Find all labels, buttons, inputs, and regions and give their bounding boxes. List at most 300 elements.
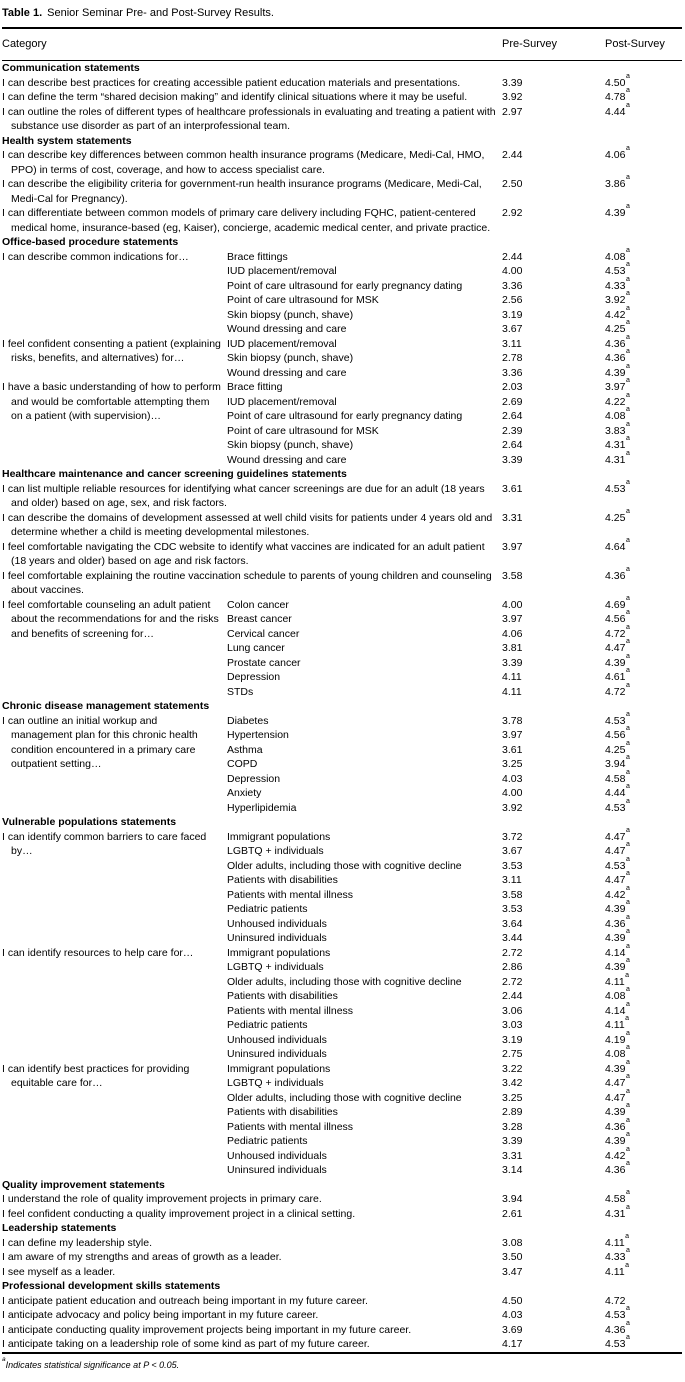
significance-marker: a (625, 377, 630, 384)
significance-marker: a (625, 406, 630, 413)
item-label: Patients with mental illness (227, 1120, 354, 1133)
pre-survey-value: 2.72 (502, 946, 523, 959)
statement: I am aware of my strengths and areas of growth as a leader. (2, 1251, 282, 1263)
item-label: Uninsured individuals (227, 932, 327, 944)
post-survey-value: 4.39$^a$ (605, 652, 630, 669)
statement: I feel comfortable navigating the CDC website to identify what vaccines are indicated for an adult patient (18 years and older) based on age and risk factors. (2, 540, 485, 567)
table-row (227, 1058, 682, 1077)
table-row (227, 319, 682, 337)
post-survey-value: 4.72$^a$ (605, 681, 630, 698)
table-row (227, 1073, 682, 1091)
pre-survey-value: 3.97 (502, 613, 523, 625)
significance-marker: a (625, 145, 630, 152)
table-row (227, 594, 682, 613)
table-row (227, 652, 682, 671)
table-row (227, 942, 682, 961)
significance-marker: a (625, 101, 630, 109)
post-survey-value: 3.94$^a$ (605, 754, 630, 770)
pre-survey-value: 3.92 (502, 801, 523, 814)
table-row (227, 710, 682, 729)
pre-survey-value: 3.22 (502, 1062, 523, 1075)
table-row (227, 826, 682, 845)
footnote-marker: a (2, 1356, 6, 1363)
pre-survey-value: 3.31 (502, 1149, 523, 1162)
statement: I anticipate conducting quality improvement projects being important in my future career. (2, 1323, 412, 1336)
significance-marker: a (625, 986, 630, 993)
significance-marker: a (625, 971, 630, 979)
table-row (2, 1247, 682, 1265)
post-survey-value: 4.42$^a$ (605, 304, 630, 321)
significance-marker: a (625, 1131, 630, 1138)
pre-survey-value: 2.86 (502, 961, 523, 973)
table-row (2, 565, 682, 598)
statement: I can differentiate between common models of primary care delivery including FQHC, patient-centered medical home, insurance-based (eg, Kaiser), concierge, academic medical center, and private practice. (2, 207, 491, 234)
statement: I anticipate taking on a leadership role of some kind as part of my future career. (2, 1338, 370, 1350)
item-label: Hypertension (227, 729, 289, 741)
table-row (2, 174, 682, 206)
table-row (227, 725, 682, 743)
significance-marker: a (625, 739, 630, 747)
pre-survey-value: 4.03 (502, 1309, 523, 1321)
group-items (227, 826, 682, 946)
table-row (227, 754, 682, 772)
statement-group-row (2, 377, 682, 467)
table-row (227, 1000, 682, 1019)
table-row (227, 739, 682, 758)
pre-survey-value: 3.58 (502, 888, 523, 901)
item-label: Point of care ultrasound for MSK (227, 424, 379, 437)
table-row (227, 841, 682, 859)
item-label: Colon cancer (227, 598, 289, 611)
table-body (2, 61, 682, 1352)
table-row (227, 768, 682, 787)
group-items (227, 377, 682, 467)
post-survey-value: 4.64$^a$ (605, 536, 630, 553)
post-survey-value: 4.36$^a$ (605, 1160, 630, 1176)
statement: I can outline the roles of different types of healthcare professionals in evaluating and treating a patient with substance use disorder as part of an interprofessional team. (2, 105, 496, 132)
significance-marker: a (625, 928, 630, 935)
item-label: Point of care ultrasound for early pregnancy dating (227, 410, 463, 422)
table-row (2, 1319, 682, 1338)
post-survey-value: 4.47$^a$ (605, 870, 630, 886)
pre-survey-value: 4.00 (502, 265, 523, 277)
pre-survey-value: 3.19 (502, 1033, 523, 1046)
post-survey-value: 4.58$^a$ (605, 1189, 630, 1205)
significance-marker: a (625, 261, 630, 268)
significance-marker: a (625, 870, 630, 877)
post-survey-value: 4.69$^a$ (605, 594, 630, 611)
post-survey-value: 3.97$^a$ (605, 377, 630, 393)
pre-survey-value: 3.58 (502, 569, 523, 582)
table-row (227, 1015, 682, 1033)
table-row (2, 101, 682, 134)
item-label: Patients with disabilities (227, 874, 338, 886)
post-survey-value: 4.78$^a$ (605, 87, 630, 103)
post-survey-value: 4.25$^a$ (605, 739, 630, 756)
pre-survey-value: 3.25 (502, 758, 523, 770)
table-row (227, 275, 682, 294)
significance-marker: a (625, 1015, 630, 1022)
table-row (227, 1145, 682, 1164)
significance-marker: a (625, 710, 630, 718)
pre-survey-value: 3.28 (502, 1120, 523, 1133)
table-row (227, 420, 682, 439)
footnote (2, 1354, 682, 1382)
significance-marker: a (625, 420, 630, 428)
significance-marker: a (625, 855, 630, 863)
item-label: Skin biopsy (punch, shave) (227, 352, 354, 364)
post-survey-value: 4.08$^a$ (605, 1044, 630, 1060)
post-survey-value: 3.86$^a$ (605, 174, 630, 190)
pre-survey-value: 2.39 (502, 424, 523, 437)
pre-survey-value: 3.47 (502, 1265, 523, 1278)
table-row (2, 536, 682, 569)
item-label: Immigrant populations (227, 1062, 331, 1075)
pre-survey-value: 3.11 (502, 874, 522, 886)
post-survey-value: 4.56$^a$ (605, 609, 630, 625)
pre-survey-value: 2.64 (502, 439, 523, 451)
item-label: COPD (227, 758, 258, 770)
significance-marker: a (625, 1087, 630, 1095)
pre-survey-value: 3.39 (502, 76, 523, 89)
section-header: Health system statements (2, 134, 132, 147)
significance-marker: a (625, 667, 630, 674)
significance-marker: a (625, 594, 630, 602)
significance-marker: a (625, 957, 630, 964)
pre-survey-value: 2.64 (502, 410, 523, 422)
pre-survey-value: 3.06 (502, 1004, 523, 1017)
pre-survey-value: 3.67 (502, 323, 523, 335)
pre-survey-value: 3.53 (502, 903, 523, 915)
post-survey-value: 4.36$^a$ (605, 1116, 630, 1133)
group-items (227, 333, 682, 381)
statement: I can list multiple reliable resources for identifying what cancer screenings are due for an adult (18 years and older) based on age, sex, and risk factors. (2, 482, 485, 509)
pre-survey-value: 3.67 (502, 845, 523, 857)
column-header-category: Category (2, 37, 47, 50)
post-survey-value: 4.11$^a$ (605, 971, 630, 988)
group-statement: I can describe common indications for… (2, 250, 189, 263)
pre-survey-value: 2.92 (502, 207, 523, 219)
post-survey-value: 4.53$^a$ (605, 261, 630, 277)
significance-marker: a (625, 478, 630, 486)
post-survey-value: 4.06$^a$ (605, 145, 630, 161)
table-row (227, 870, 682, 888)
significance-marker: a (625, 1189, 630, 1196)
post-survey-value: 4.11$^a$ (605, 1232, 630, 1249)
post-survey-value: 4.22$^a$ (605, 391, 630, 408)
post-survey-value: 3.92$^a$ (605, 290, 630, 306)
pre-survey-value: 4.17 (502, 1338, 523, 1350)
group-statement: I can identify best practices for providing equitable care for… (2, 1062, 190, 1089)
post-survey-value: 4.39$^a$ (605, 1131, 630, 1147)
significance-marker: a (625, 1058, 630, 1066)
pre-survey-value: 3.61 (502, 743, 523, 756)
pre-survey-value: 3.97 (502, 540, 523, 553)
post-survey-value: 4.11$^a$ (605, 1015, 630, 1031)
table-row (227, 913, 682, 932)
post-survey-value: 4.36$^a$ (605, 1319, 630, 1336)
pre-survey-value: 4.11 (502, 671, 522, 683)
post-survey-value: 4.39$^a$ (605, 928, 630, 944)
table-row (227, 304, 682, 323)
post-survey-value: 4.25$^a$ (605, 319, 630, 335)
pre-survey-value: 3.97 (502, 729, 523, 741)
pre-survey-value: 4.03 (502, 772, 523, 785)
post-survey-value: 4.39$^a$ (605, 1102, 630, 1118)
table-row (227, 449, 682, 468)
group-statement: I can outline an initial workup and management plan for this chronic health condition encountered in a primary care outpatient setting… (2, 714, 198, 770)
pre-survey-value: 3.14 (502, 1164, 523, 1176)
significance-marker: a (625, 1000, 630, 1008)
item-label: Brace fitting (227, 381, 283, 393)
significance-marker: a (625, 1247, 630, 1254)
table-row (2, 1232, 682, 1251)
table-row (227, 1087, 682, 1106)
pre-survey-value: 2.75 (502, 1048, 523, 1060)
column-header-pre-survey: Pre-Survey (502, 37, 558, 50)
item-label: Older adults, including those with cognitive decline (227, 975, 462, 988)
table-row (227, 1044, 682, 1062)
item-label: Asthma (227, 743, 263, 756)
significance-marker: a (625, 913, 630, 921)
pre-survey-value: 4.06 (502, 627, 523, 640)
significance-marker: a (625, 435, 630, 442)
significance-marker: a (625, 652, 630, 660)
statement: I see myself as a leader. (2, 1265, 116, 1278)
post-survey-value: 3.83$^a$ (605, 420, 630, 437)
table-row (227, 377, 682, 395)
significance-marker: a (625, 246, 630, 254)
table-row (227, 1116, 682, 1135)
pre-survey-value: 3.19 (502, 308, 523, 321)
pre-survey-value: 3.50 (502, 1251, 523, 1263)
significance-marker: a (625, 1334, 630, 1341)
significance-marker: a (625, 942, 630, 950)
post-survey-value: 4.53$^a$ (605, 710, 630, 727)
pre-survey-value: 2.89 (502, 1106, 523, 1118)
section-header: Vulnerable populations statements (2, 816, 177, 828)
item-label: Wound dressing and care (227, 323, 347, 335)
item-label: Patients with mental illness (227, 1004, 354, 1017)
post-survey-value: 4.58$^a$ (605, 768, 630, 785)
significance-marker: a (625, 1044, 630, 1051)
post-survey-value: 4.47$^a$ (605, 1087, 630, 1104)
statement-group-row (2, 826, 682, 946)
significance-marker: a (625, 348, 630, 355)
pre-survey-value: 2.61 (502, 1207, 523, 1220)
statement: I understand the role of quality improvement projects in primary care. (2, 1193, 322, 1205)
section-header: Quality improvement statements (2, 1178, 165, 1191)
post-survey-value: 4.11$^a$ (605, 1261, 630, 1278)
post-survey-value: 4.44$^a$ (605, 101, 630, 118)
group-items (227, 1058, 682, 1178)
item-label: Unhoused individuals (227, 1149, 327, 1162)
statement: I can describe key differences between common health insurance programs (Medicare, Medi-Cal, HMO, PPO) in terms of cost, coverage, and how to access specialist care. (2, 149, 485, 176)
item-label: Pediatric patients (227, 1019, 308, 1031)
significance-marker: a (625, 681, 630, 689)
significance-marker: a (625, 783, 630, 790)
pre-survey-value: 3.72 (502, 830, 523, 843)
table-row (227, 362, 682, 381)
item-label: Depression (227, 671, 281, 683)
significance-marker: a (625, 638, 630, 645)
table-number: Table 1. (2, 7, 43, 19)
post-survey-value: 4.72 (605, 1294, 626, 1307)
item-label: Diabetes (227, 714, 269, 727)
significance-marker: a (625, 623, 630, 631)
significance-marker: a (625, 565, 630, 573)
item-label: Point of care ultrasound for early pregnancy dating (227, 279, 463, 292)
significance-marker: a (625, 1261, 630, 1269)
pre-survey-value: 2.03 (502, 381, 523, 393)
item-label: Prostate cancer (227, 656, 301, 669)
table-row (227, 884, 682, 903)
section-header: Office-based procedure statements (2, 236, 179, 248)
post-survey-value: 4.53$^a$ (605, 1334, 630, 1350)
post-survey-value: 4.72$^a$ (605, 623, 630, 640)
pre-survey-value: 2.44 (502, 250, 523, 263)
significance-marker: a (625, 174, 630, 181)
significance-marker: a (625, 899, 630, 906)
table-row (227, 406, 682, 424)
pre-survey-value: 3.64 (502, 917, 523, 930)
post-survey-value: 4.53$^a$ (605, 1305, 630, 1321)
item-label: Skin biopsy (punch, shave) (227, 439, 354, 451)
item-label: Wound dressing and care (227, 366, 347, 379)
significance-marker: a (625, 87, 630, 94)
pre-survey-value: 3.11 (502, 337, 522, 350)
group-items (227, 942, 682, 1062)
table-caption: Senior Seminar Pre- and Post-Survey Results. (47, 7, 274, 19)
statement: I anticipate advocacy and policy being important in my future career. (2, 1309, 319, 1321)
post-survey-value: 4.39$^a$ (605, 899, 630, 915)
item-label: Point of care ultrasound for MSK (227, 294, 379, 306)
post-survey-value: 4.31$^a$ (605, 1203, 630, 1220)
significance-marker: a (625, 1319, 630, 1327)
significance-marker: a (625, 275, 630, 283)
table-row (227, 783, 682, 801)
post-survey-value: 4.36$^a$ (605, 333, 630, 350)
group-items (227, 710, 682, 816)
table-row (2, 1189, 682, 1207)
post-survey-value: 4.33$^a$ (605, 275, 630, 292)
table-title (2, 4, 682, 27)
item-label: Patients with mental illness (227, 888, 354, 901)
item-label: LGBTQ + individuals (227, 845, 324, 857)
table-row (227, 638, 682, 656)
item-label: Breast cancer (227, 613, 292, 625)
pre-survey-value: 4.50 (502, 1294, 523, 1307)
table-row (2, 1305, 682, 1323)
pre-survey-value: 3.25 (502, 1091, 523, 1104)
statement: I feel confident conducting a quality improvement project in a clinical setting. (2, 1207, 356, 1220)
pre-survey-value: 3.53 (502, 859, 523, 872)
statement: I can describe the domains of development assessed at well child visits for patients under 4 years old and determine whether a child is meeting developmental milestones. (2, 511, 493, 538)
item-label: LGBTQ + individuals (227, 1077, 324, 1089)
post-survey-value: 4.42$^a$ (605, 1145, 630, 1162)
item-label: Patients with disabilities (227, 990, 338, 1002)
item-label: Anxiety (227, 787, 262, 799)
item-label: Uninsured individuals (227, 1048, 327, 1060)
table-row (227, 1160, 682, 1178)
significance-marker: a (625, 507, 630, 515)
post-survey-value: 4.47$^a$ (605, 841, 630, 857)
section-header: Communication statements (2, 62, 140, 74)
pre-survey-value: 3.03 (502, 1019, 523, 1031)
post-survey-value: 4.31$^a$ (605, 435, 630, 451)
table-row (227, 435, 682, 453)
table-row (227, 957, 682, 975)
significance-marker: a (625, 1203, 630, 1211)
post-survey-value: 4.25$^a$ (605, 507, 630, 524)
post-survey-value: 4.08$^a$ (605, 246, 630, 263)
section-header: Leadership statements (2, 1222, 117, 1234)
column-header-post-survey: Post-Survey (605, 37, 665, 50)
table-row (2, 1334, 682, 1352)
group-items (227, 246, 682, 337)
significance-marker: a (625, 72, 630, 80)
item-label: Cervical cancer (227, 627, 300, 640)
item-label: Wound dressing and care (227, 453, 347, 466)
post-survey-value: 4.56$^a$ (605, 725, 630, 741)
post-survey-value: 4.39$^a$ (605, 362, 630, 379)
item-label: IUD placement/removal (227, 337, 337, 350)
statement: I can define the term “shared decision making” and identify clinical situations where it may be useful. (2, 91, 468, 103)
column-header-row (2, 29, 682, 61)
item-label: Brace fittings (227, 250, 288, 263)
table-row (227, 986, 682, 1004)
statement-group-row (2, 594, 682, 700)
significance-marker: a (625, 841, 630, 848)
table-row (227, 246, 682, 265)
post-survey-value: 4.14$^a$ (605, 942, 630, 959)
item-label: Depression (227, 772, 281, 785)
post-survey-value: 4.33$^a$ (605, 1247, 630, 1263)
item-label: STDs (227, 685, 254, 698)
significance-marker: a (625, 449, 630, 457)
pre-survey-value: 3.42 (502, 1077, 523, 1089)
group-statement: I have a basic understanding of how to perform and would be comfortable attempting them on a patient (with supervision)… (2, 381, 221, 422)
significance-marker: a (625, 304, 630, 312)
table-row (227, 971, 682, 990)
item-label: Patients with disabilities (227, 1106, 338, 1118)
group-statement: I can identify common barriers to care faced by… (2, 830, 207, 857)
table-row (227, 667, 682, 685)
group-statement: I feel confident consenting a patient (explaining risks, benefits, and alternatives) for… (2, 337, 221, 364)
post-survey-value: 4.53$^a$ (605, 855, 630, 872)
item-label: IUD placement/removal (227, 395, 337, 408)
significance-marker: a (625, 1102, 630, 1109)
statement: I can define my leadership style. (2, 1236, 152, 1249)
significance-marker: a (625, 536, 630, 544)
item-label: Pediatric patients (227, 1135, 308, 1147)
section-header: Professional development skills statements (2, 1280, 221, 1292)
item-label: Immigrant populations (227, 946, 331, 959)
pre-survey-value: 2.69 (502, 395, 523, 408)
significance-marker: a (625, 725, 630, 732)
statement: I anticipate patient education and outreach being important in my future career. (2, 1294, 368, 1307)
statement-group-row (2, 333, 682, 381)
statement-group-row (2, 246, 682, 337)
significance-marker: a (625, 203, 630, 210)
item-label: Unhoused individuals (227, 1033, 327, 1046)
significance-marker: a (625, 826, 630, 834)
pre-survey-value: 3.61 (502, 482, 523, 495)
table-row (227, 290, 682, 308)
significance-marker: a (625, 1116, 630, 1124)
pre-survey-value: 2.50 (502, 178, 523, 190)
item-label: IUD placement/removal (227, 265, 337, 277)
